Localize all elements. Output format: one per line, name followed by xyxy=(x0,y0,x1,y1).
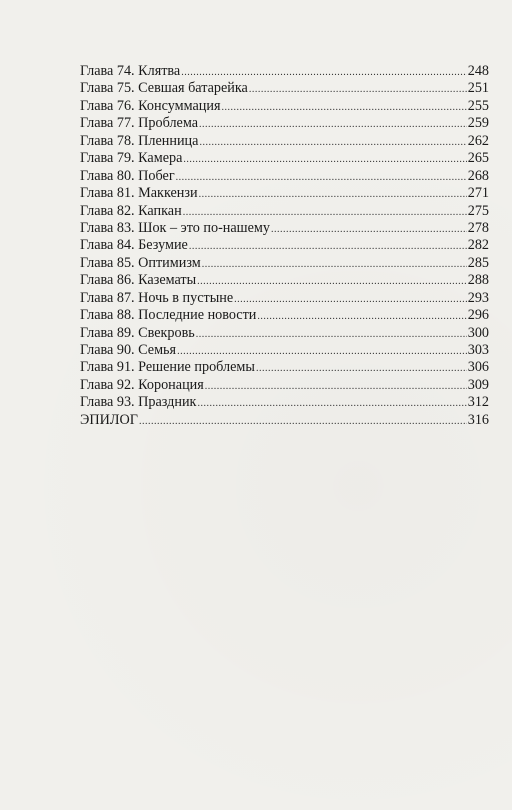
toc-entry xyxy=(80,115,489,132)
toc-entry-page-number: 296 xyxy=(467,307,489,324)
toc-entry-page-number: 265 xyxy=(467,150,489,167)
toc-entry xyxy=(80,255,489,272)
toc-entry-title: Глава 93. Праздник xyxy=(80,394,197,411)
table-of-contents xyxy=(80,63,489,429)
toc-entry-page-number: 288 xyxy=(467,272,489,289)
toc-dot-leader xyxy=(189,238,467,255)
toc-dot-leader xyxy=(183,151,466,168)
toc-entry-title: Глава 80. Побег xyxy=(80,167,175,184)
toc-dot-leader xyxy=(196,326,467,343)
toc-entry-page-number: 306 xyxy=(467,359,489,376)
toc-entry-page-number: 309 xyxy=(467,376,489,393)
toc-entry-page-number: 285 xyxy=(467,254,489,271)
toc-entry xyxy=(80,377,489,394)
toc-dot-leader xyxy=(256,360,467,377)
toc-entry-title: Глава 82. Капкан xyxy=(80,202,182,219)
toc-entry-page-number: 248 xyxy=(467,63,489,79)
toc-entry-page-number: 282 xyxy=(467,237,489,254)
toc-dot-leader xyxy=(181,64,466,81)
toc-entry-title: Глава 75. Севшая батарейка xyxy=(80,80,248,97)
toc-entry xyxy=(80,290,489,307)
toc-entry-page-number: 262 xyxy=(467,132,489,149)
toc-entry-title: Глава 87. Ночь в пустыне xyxy=(80,289,234,306)
toc-entry xyxy=(80,342,489,359)
toc-entry-title: Глава 85. Оптимизм xyxy=(80,254,201,271)
toc-entry-title: Глава 84. Безумие xyxy=(80,237,188,254)
toc-entry-title: Глава 90. Семья xyxy=(80,342,177,358)
toc-entry-title: Глава 88. Последние новости xyxy=(80,307,257,324)
toc-entry xyxy=(80,237,489,254)
toc-entry-title: Глава 77. Проблема xyxy=(80,115,199,132)
toc-entry-title: Глава 81. Маккензи xyxy=(80,185,198,202)
toc-entry xyxy=(80,220,489,237)
toc-dot-leader xyxy=(257,308,466,325)
toc-dot-leader xyxy=(205,378,467,395)
toc-dot-leader xyxy=(249,81,467,98)
toc-entry-page-number: 268 xyxy=(467,167,489,184)
toc-entry xyxy=(80,80,489,97)
toc-dot-leader xyxy=(202,256,467,273)
toc-entry-title: Глава 92. Коронация xyxy=(80,376,204,393)
toc-entry-title: Глава 76. Консуммация xyxy=(80,97,221,114)
toc-dot-leader xyxy=(199,116,467,133)
toc-dot-leader xyxy=(177,343,467,360)
toc-dot-leader xyxy=(197,273,467,290)
toc-entry-title: Глава 89. Свекровь xyxy=(80,324,195,341)
toc-entry-page-number: 300 xyxy=(467,324,489,341)
toc-entry-page-number: 255 xyxy=(467,97,489,114)
toc-entry-title: Глава 83. Шок – это по-нашему xyxy=(80,219,270,236)
toc-entry xyxy=(80,394,489,411)
toc-entry-title: ЭПИЛОГ xyxy=(80,411,138,428)
toc-entry-page-number: 275 xyxy=(467,202,489,219)
toc-entry xyxy=(80,307,489,324)
toc-entry xyxy=(80,272,489,289)
toc-dot-leader xyxy=(183,204,467,221)
toc-dot-leader xyxy=(234,291,467,308)
toc-entry-page-number: 303 xyxy=(467,342,489,358)
toc-dot-leader xyxy=(197,395,466,412)
toc-entry-title: Глава 91. Решение проблемы xyxy=(80,359,255,376)
toc-entry xyxy=(80,150,489,167)
toc-entry-title: Глава 74. Клятва xyxy=(80,63,181,79)
toc-entry xyxy=(80,203,489,220)
toc-entry xyxy=(80,325,489,342)
toc-entry-page-number: 293 xyxy=(467,289,489,306)
toc-entry xyxy=(80,412,489,429)
toc-entry xyxy=(80,133,489,150)
toc-entry-page-number: 259 xyxy=(467,115,489,132)
toc-entry-title: Глава 86. Казематы xyxy=(80,272,197,289)
toc-entry xyxy=(80,185,489,202)
toc-entry-page-number: 251 xyxy=(467,80,489,97)
toc-dot-leader xyxy=(199,186,467,203)
toc-entry-title: Глава 78. Пленница xyxy=(80,132,199,149)
toc-entry xyxy=(80,359,489,376)
toc-dot-leader xyxy=(176,169,467,186)
toc-entry-page-number: 271 xyxy=(467,185,489,202)
toc-dot-leader xyxy=(221,99,466,116)
toc-entry xyxy=(80,63,489,80)
toc-entry xyxy=(80,168,489,185)
toc-dot-leader xyxy=(139,413,467,430)
toc-entry-page-number: 312 xyxy=(467,394,489,411)
toc-entry-title: Глава 79. Камера xyxy=(80,150,183,167)
toc-dot-leader xyxy=(199,134,466,151)
toc-entry-page-number: 278 xyxy=(467,219,489,236)
toc-entry-page-number: 316 xyxy=(467,411,489,428)
toc-dot-leader xyxy=(271,221,467,238)
toc-entry xyxy=(80,98,489,115)
